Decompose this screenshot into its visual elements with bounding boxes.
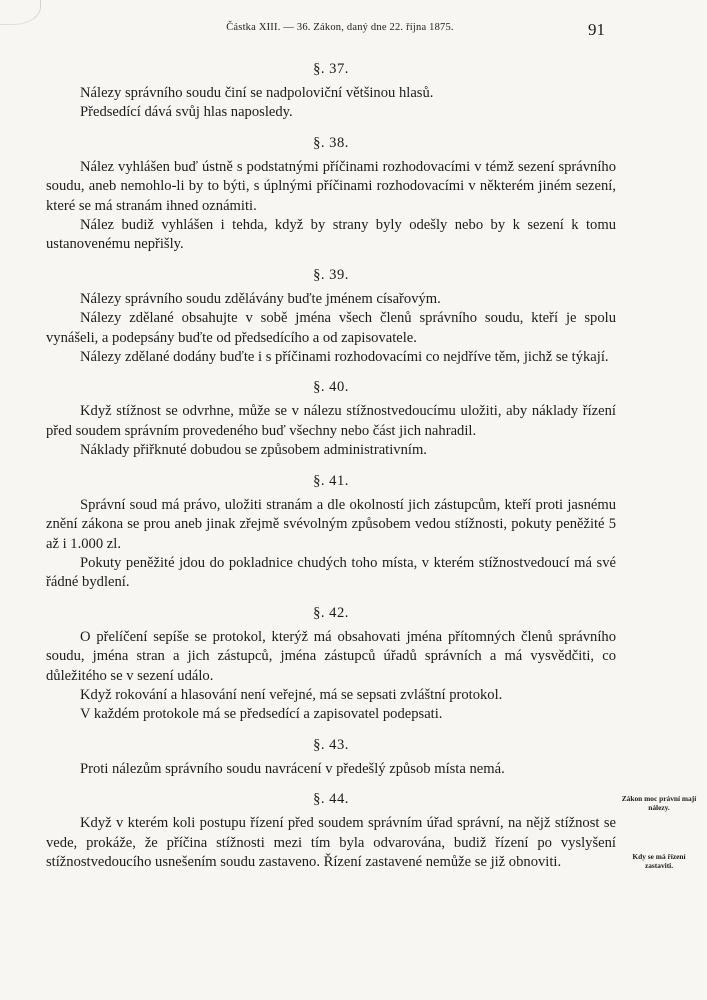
section-39 — [46, 265, 616, 368]
section-42 — [46, 603, 616, 725]
section-heading: §. 43. — [313, 736, 349, 753]
section-43 — [46, 735, 616, 779]
paragraph: Když rokování a hlasování není veřejné, má se sepsati zvláštní protokol. — [80, 686, 503, 703]
paragraph: Předsedící dává svůj hlas naposledy. — [80, 104, 293, 121]
paragraph: Nálezy správního soudu zdělávány buďte jménem císařovým. — [80, 290, 441, 307]
margin-note: Kdy se má řízení zastaviti. — [632, 852, 686, 870]
paragraph: Nález budiž vyhlášen i tehda, když by strany byly odešly nebo by k sezení k tomu ustanovenému nepřišly. — [46, 217, 616, 253]
running-header: Částka XIII. — 36. Zákon, daný dne 22. října 1875. — [226, 22, 454, 33]
paragraph: O přelíčení sepíše se protokol, kterýž má obsahovati jména přítomných členů správního soudu, jména stran a jich zástupců, jména zástupců úřadů správních a má vysvědčiti, co důležitého se v sezení událo. — [46, 628, 616, 684]
legal-text-body — [46, 59, 616, 872]
paragraph: Proti nálezům správního soudu navrácení v předešlý způsob místa nemá. — [80, 760, 505, 777]
margin-note: Zákon moc právní mají nálezy. — [621, 794, 697, 812]
paragraph: Nálezy zdělané dodány buďte i s příčinami rozhodovacími co nejdříve těm, jichž se týkají. — [80, 349, 609, 366]
section-38 — [46, 133, 616, 255]
section-heading: §. 40. — [313, 379, 349, 396]
section-heading: §. 42. — [313, 604, 349, 621]
section-44 — [46, 789, 616, 872]
section-41 — [46, 471, 616, 593]
paragraph: Nálezy zdělané obsahujte v sobě jména všech členů správního soudu, kteří je spolu vynášeli, a podepsány buďte od předsedícího a od zapisovatele. — [46, 310, 616, 346]
section-heading: §. 37. — [313, 61, 349, 77]
section-heading: §. 39. — [313, 266, 349, 283]
section-heading: §. 44. — [313, 791, 349, 808]
section-heading: §. 41. — [313, 472, 349, 489]
paragraph: Náklady přiřknuté dobudou se způsobem administrativním. — [80, 442, 427, 459]
paragraph: Nález vyhlášen buď ústně s podstatnými příčinami rozhodovacími v témž sezení správního soudu, aneb nemohlo-li by to býti, s úplnými příčinami rozhodovacími v některém jiném sezení, které se má stranám ihned oznámiti. — [46, 158, 616, 214]
paragraph: Pokuty peněžité jdou do pokladnice chudých toho místa, v kterém stížnostvedoucí má své řádné bydlení. — [46, 554, 616, 591]
section-37 — [46, 59, 616, 123]
paragraph: Když v kterém koli postupu řízení před soudem správním úřad správní, na nějž stížnost se vede, prokáže, že příčina stížnosti mezi tím byla odvarována, budiž řízení po vyslyšení stížnostvedoucího usnešením soudu zastaveno. Řízení zastavené nemůže se již obnoviti. — [46, 815, 616, 870]
paragraph: Správní soud má právo, uložiti stranám a dle okolností jich zástupcům, kteří proti jasnému znění zákona se prou aneb jinak zřejmě svévolným způsobem vedou stížnosti, pokuty peněžité 5 až i 1.000 zl. — [46, 496, 616, 552]
paragraph: Když stížnost se odvrhne, může se v nálezu stížnostvedoucímu uložiti, aby náklady řízení před soudem správním provedeného buď všechny nebo část jich nahradil. — [46, 403, 616, 439]
section-heading: §. 38. — [313, 134, 349, 151]
section-40 — [46, 377, 616, 460]
scan-edge-mark — [0, 0, 41, 25]
paragraph: V každém protokole má se předsedící a zapisovatel podepsati. — [80, 706, 443, 723]
paragraph: Nálezy správního soudu činí se nadpoloviční většinou hlasů. — [80, 85, 434, 101]
page-number: 91 — [588, 20, 605, 39]
